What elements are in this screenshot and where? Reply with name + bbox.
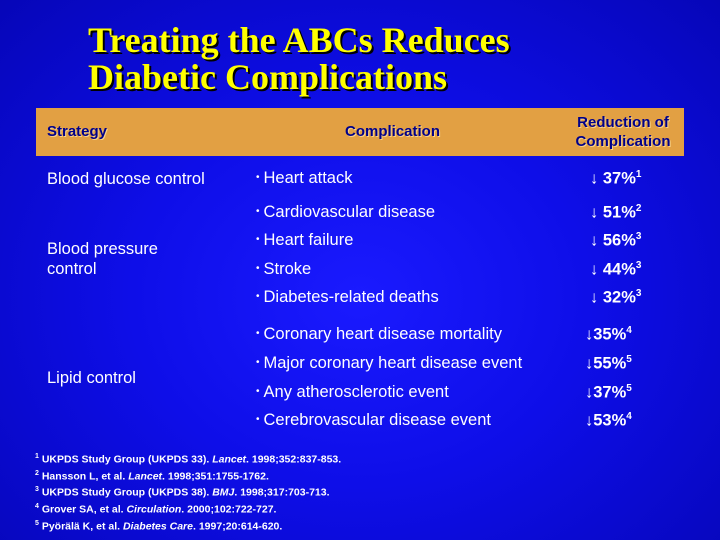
reference-number: 3 — [635, 231, 642, 242]
footnote-authors: UKPDS Study Group (UKPDS 38). — [41, 486, 213, 499]
reduction-cell — [590, 231, 641, 251]
footnote-authors: UKPDS Study Group (UKPDS 33). — [41, 453, 213, 466]
header-strategy: Strategy — [47, 123, 108, 140]
reference-number: 3 — [635, 288, 642, 299]
bullet-icon: • — [256, 263, 260, 274]
footnote-journal: BMJ — [212, 486, 235, 499]
footnote-citation: . 1998;352:837-853. — [246, 453, 342, 466]
reduction-value: 37% — [593, 383, 627, 402]
reduction-value: 56% — [602, 231, 636, 250]
bullet-icon: • — [256, 328, 260, 339]
complication-label: Any atherosclerotic event — [263, 383, 449, 401]
reference-number: 4 — [626, 325, 632, 336]
complication-label: Cardiovascular disease — [263, 203, 436, 221]
footnote-journal: Lancet — [212, 453, 247, 466]
footnote-citation: . 1998;317:703-713. — [234, 486, 330, 499]
bullet-icon: • — [256, 357, 260, 368]
reduction-cell — [585, 325, 632, 345]
reference-number: 5 — [626, 354, 632, 365]
footnotes — [35, 450, 341, 534]
bullet-icon: • — [256, 234, 260, 245]
strategy-label: Blood glucose control — [47, 170, 205, 188]
slide-title — [88, 22, 510, 96]
down-arrow-icon: ↓ — [585, 354, 594, 373]
footnote-line — [35, 517, 341, 534]
down-arrow-icon: ↓ — [585, 325, 594, 344]
reduction-value: 37% — [602, 169, 636, 188]
footnote-line — [35, 483, 341, 500]
complication-cell — [256, 288, 439, 307]
down-arrow-icon: ↓ — [590, 260, 599, 279]
reduction-cell — [585, 383, 632, 403]
complication-cell — [256, 203, 435, 222]
complication-label: Cerebrovascular disease event — [263, 411, 491, 429]
reference-number: 1 — [635, 169, 642, 180]
header-reduction-line-1: Reduction of — [577, 114, 669, 131]
complication-label: Heart attack — [263, 169, 353, 187]
bullet-icon: • — [256, 414, 260, 425]
reduction-value: 32% — [602, 288, 636, 307]
footnote-journal: Circulation — [126, 503, 182, 516]
complication-cell — [256, 383, 449, 402]
footnote-number: 4 — [35, 503, 39, 511]
reference-number: 3 — [635, 260, 642, 271]
complication-cell — [256, 411, 491, 430]
down-arrow-icon: ↓ — [590, 169, 599, 188]
reduction-cell — [590, 260, 641, 280]
bullet-icon: • — [256, 386, 260, 397]
reduction-value: 51% — [602, 203, 636, 222]
footnote-citation: . 1997;20:614-620. — [193, 520, 283, 533]
reduction-cell — [585, 411, 632, 431]
strategy-blood-glucose — [47, 169, 205, 189]
complication-cell — [256, 169, 352, 188]
footnote-journal: Lancet — [128, 470, 163, 483]
footnote-number: 3 — [35, 486, 39, 494]
down-arrow-icon: ↓ — [585, 411, 594, 430]
strategy-label-line-2: control — [47, 260, 97, 278]
reduction-value: 44% — [602, 260, 636, 279]
footnote-line — [35, 467, 341, 484]
reduction-cell — [590, 169, 641, 189]
reference-number: 2 — [635, 203, 642, 214]
complication-cell — [256, 231, 353, 250]
complication-cell — [256, 325, 502, 344]
footnote-citation: . 1998;351:1755-1762. — [162, 470, 269, 483]
strategy-blood-pressure — [47, 239, 158, 279]
complication-label: Heart failure — [263, 231, 354, 249]
reduction-value: 35% — [593, 325, 627, 344]
complication-label: Diabetes-related deaths — [263, 288, 439, 306]
footnote-line — [35, 500, 341, 517]
header-complication: Complication — [345, 123, 441, 140]
reference-number: 4 — [626, 411, 632, 422]
footnote-number: 1 — [35, 453, 39, 460]
down-arrow-icon: ↓ — [590, 203, 599, 222]
bullet-icon: • — [256, 206, 260, 217]
footnote-number: 2 — [35, 469, 39, 477]
header-reduction-line-2: Complication — [575, 133, 671, 150]
footnote-authors: Grover SA, et al. — [41, 503, 127, 516]
down-arrow-icon: ↓ — [585, 383, 594, 402]
strategy-label: Lipid control — [47, 369, 136, 387]
down-arrow-icon: ↓ — [590, 231, 599, 250]
footnote-authors: Pyörälä K, et al. — [41, 520, 123, 533]
footnote-journal: Diabetes Care — [122, 520, 193, 533]
reference-number: 5 — [626, 383, 632, 394]
complication-cell — [256, 260, 311, 279]
complication-label: Stroke — [263, 260, 312, 278]
down-arrow-icon: ↓ — [590, 288, 599, 307]
header-reduction — [560, 113, 686, 151]
reduction-cell — [590, 288, 641, 308]
strategy-label: Blood pressure — [47, 240, 158, 258]
footnote-line — [35, 450, 341, 467]
footnote-number: 5 — [35, 519, 39, 527]
footnote-authors: Hansson L, et al. — [41, 470, 129, 483]
title-line-1: Treating the ABCs Reduces — [88, 20, 510, 60]
complication-label: Coronary heart disease mortality — [263, 325, 502, 343]
reduction-value: 55% — [593, 354, 627, 373]
reduction-value: 53% — [593, 411, 627, 430]
bullet-icon: • — [256, 172, 260, 183]
bullet-icon: • — [256, 291, 260, 302]
footnote-citation: . 2000;102:722-727. — [181, 503, 277, 516]
title-line-2: Diabetic Complications — [88, 57, 447, 97]
reduction-cell — [585, 354, 632, 374]
strategy-lipid — [47, 368, 136, 388]
complication-cell — [256, 354, 522, 373]
complication-label: Major coronary heart disease event — [263, 354, 523, 372]
reduction-cell — [590, 203, 641, 223]
